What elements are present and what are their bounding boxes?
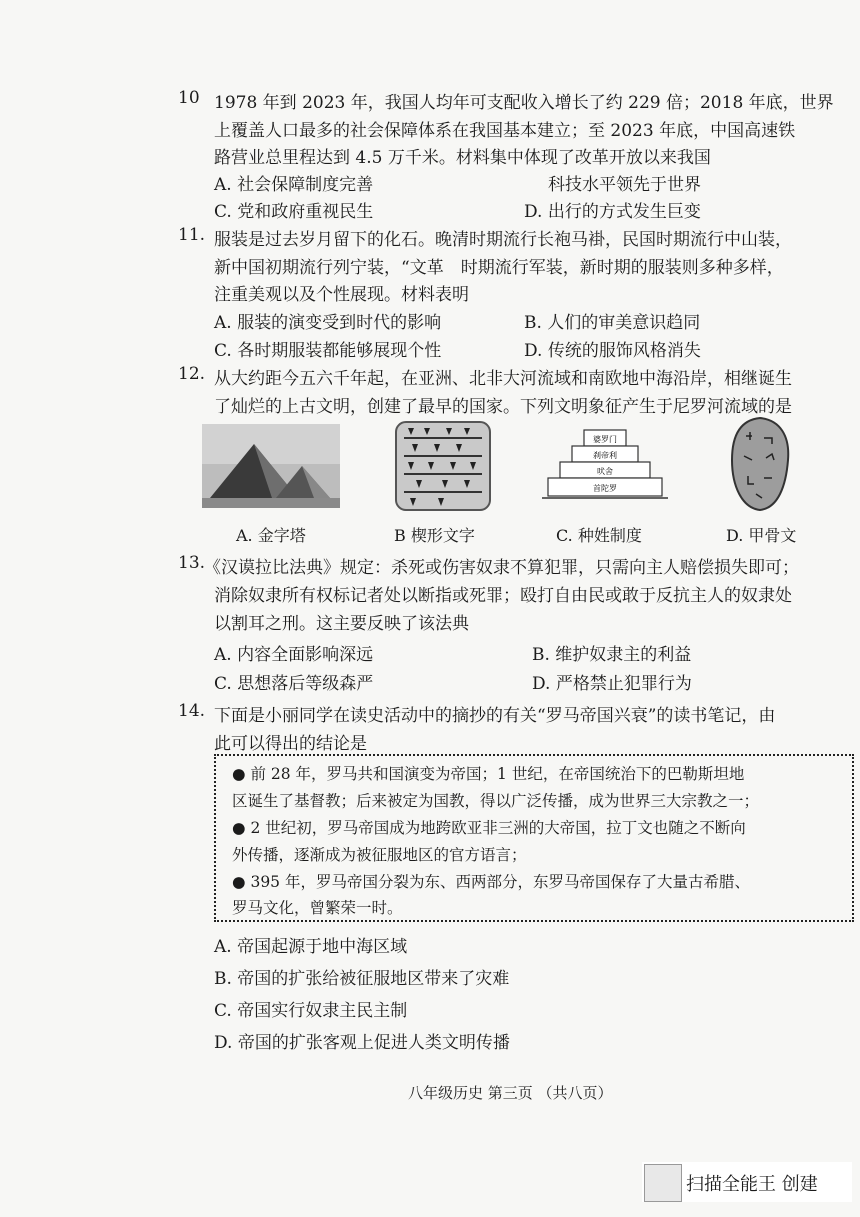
- note-line: 区诞生了基督教；后来被定为国教，得以广泛传播，成为世界三大宗教之一；: [232, 792, 760, 810]
- option-a[interactable]: A. 社会保障制度完善: [214, 175, 374, 195]
- option-c[interactable]: C. 种姓制度: [556, 526, 642, 545]
- cuneiform-tablet-image: [394, 420, 492, 512]
- question-text-line: 此可以得出的结论是: [214, 734, 367, 754]
- option-a[interactable]: A. 服装的演变受到时代的影响: [214, 313, 442, 333]
- question-text-line: 消除奴隶所有权标记者处以断指或死罪；殴打自由民或敢于反抗主人的奴隶处: [214, 586, 792, 606]
- note-line: ● 2 世纪初，罗马帝国成为地跨欧亚非三洲的大帝国，拉丁文也随之不断向: [232, 819, 746, 837]
- question-text-line: 新中国初期流行列宁装，“文革 时期流行军装，新时期的服装则多种多样，: [214, 258, 784, 278]
- caste-label-3: 吠舍: [597, 467, 613, 476]
- question-text-line: 注重美观以及个性展现。材料表明: [214, 285, 469, 305]
- option-d[interactable]: D. 传统的服饰风格消失: [524, 341, 701, 361]
- question-text-line: 路营业总里程达到 4.5 万千米。材料集中体现了改革开放以来我国: [214, 148, 711, 168]
- option-c[interactable]: C. 党和政府重视民生: [214, 202, 374, 222]
- question-text-line: 服装是过去岁月留下的化石。晚清时期流行长袍马褂，民国时期流行中山装，: [214, 230, 792, 250]
- note-line: 外传播，逐渐成为被征服地区的官方语言；: [232, 846, 527, 864]
- scanner-logo-icon: [644, 1164, 682, 1202]
- question-number: 13.: [178, 553, 206, 573]
- note-line: ● 前 28 年，罗马共和国演变为帝国；1 世纪，在帝国统治下的巴勒斯坦地: [232, 765, 745, 783]
- option-d[interactable]: D. 甲骨文: [726, 526, 797, 545]
- caste-label-1: 婆罗门: [593, 435, 617, 444]
- question-number: 11.: [178, 225, 206, 245]
- question-text-line: 《汉谟拉比法典》规定：杀死或伤害奴隶不算犯罪，只需向主人赔偿损失即可；: [204, 558, 799, 578]
- option-c[interactable]: C. 帝国实行奴隶主民主制: [214, 1001, 408, 1021]
- option-d[interactable]: D. 严格禁止犯罪行为: [532, 674, 692, 694]
- option-c[interactable]: C. 各时期服装都能够展现个性: [214, 341, 442, 361]
- question-text-line: 1978 年到 2023 年，我国人均年可支配收入增长了约 229 倍；2018 年底，世界: [214, 93, 834, 113]
- option-b[interactable]: B 楔形文字: [394, 526, 475, 545]
- pyramid-image: [202, 424, 340, 508]
- question-text-line: 下面是小丽同学在读史活动中的摘抄的有关“罗马帝国兴衰”的读书笔记，由: [214, 706, 776, 726]
- option-a[interactable]: A. 内容全面影响深远: [214, 645, 374, 665]
- question-text-line: 从大约距今五六千年起，在亚洲、北非大河流域和南欧地中海沿岸，相继诞生: [214, 369, 792, 389]
- option-c[interactable]: C. 思想落后等级森严: [214, 674, 374, 694]
- option-b[interactable]: 科技水平领先于世界: [548, 175, 701, 195]
- option-b[interactable]: B. 维护奴隶主的利益: [532, 645, 692, 665]
- note-line: 罗马文化，曾繁荣一时。: [232, 899, 403, 917]
- option-a[interactable]: A. 帝国起源于地中海区域: [214, 937, 408, 957]
- option-b[interactable]: B. 人们的审美意识趋同: [524, 313, 701, 333]
- question-number: 12.: [178, 364, 206, 384]
- note-line: ● 395 年，罗马帝国分裂为东、西两部分，东罗马帝国保存了大量古希腊、: [232, 873, 750, 891]
- option-d[interactable]: D. 帝国的扩张客观上促进人类文明传播: [214, 1033, 510, 1053]
- caste-system-image: [542, 422, 668, 502]
- scanner-watermark: [642, 1162, 852, 1202]
- option-d[interactable]: D. 出行的方式发生巨变: [524, 202, 701, 222]
- question-text-line: 以割耳之刑。这主要反映了该法典: [214, 614, 469, 634]
- caste-label-2: 刹帝利: [593, 451, 617, 460]
- question-number: 10: [178, 88, 200, 108]
- question-text-line: 了灿烂的上古文明，创建了最早的国家。下列文明象征产生于尼罗河流域的是: [214, 397, 792, 417]
- question-number: 14.: [178, 701, 206, 721]
- watermark-text: 扫描全能王 创建: [686, 1174, 818, 1195]
- option-b[interactable]: B. 帝国的扩张给被征服地区带来了灾难: [214, 969, 510, 989]
- caste-label-4: 首陀罗: [593, 484, 617, 493]
- oracle-bone-image: [728, 416, 792, 512]
- page-footer: 八年级历史 第三页 （共八页）: [408, 1084, 613, 1102]
- option-a[interactable]: A. 金字塔: [236, 526, 306, 545]
- question-text-line: 上覆盖人口最多的社会保障体系在我国基本建立；至 2023 年底，中国高速铁: [214, 121, 796, 141]
